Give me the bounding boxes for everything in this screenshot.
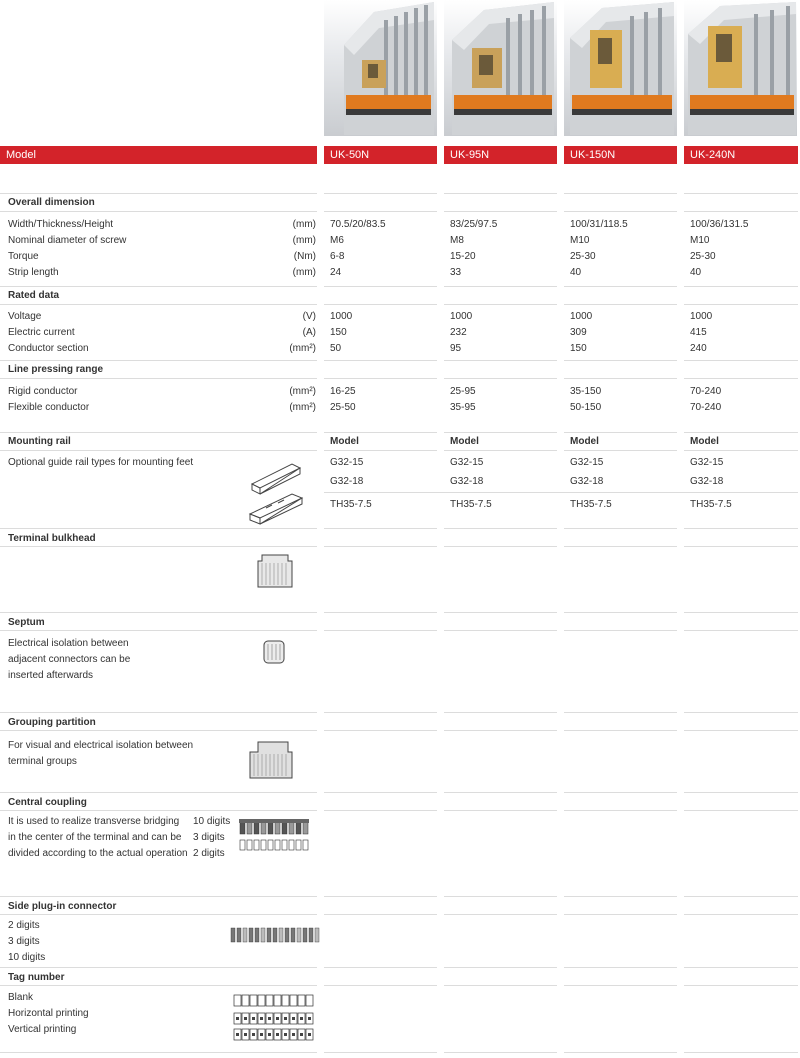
row-value: 1000 [330, 311, 353, 322]
divider [684, 193, 798, 194]
divider [684, 546, 798, 547]
grouping-partition-icon [248, 740, 294, 783]
divider [684, 612, 798, 613]
row-unit: (A) [302, 327, 316, 338]
divider [564, 730, 677, 731]
rail-value: TH35-7.5 [570, 499, 612, 510]
terminal-bulkhead-icon [256, 553, 294, 592]
divider [0, 193, 317, 194]
row-value: 309 [570, 327, 587, 338]
divider [324, 967, 437, 968]
divider [444, 432, 557, 433]
divider [684, 792, 798, 793]
row-value: 16-25 [330, 386, 356, 397]
divider [684, 1052, 798, 1053]
divider [324, 792, 437, 793]
divider [564, 914, 677, 915]
rail-value: TH35-7.5 [330, 499, 372, 510]
guide-rail-icon [248, 458, 304, 531]
tag-number-line: Blank [8, 992, 34, 1003]
divider [444, 528, 557, 529]
mounting-rail-model-header: Model [690, 436, 719, 447]
divider [564, 378, 677, 379]
rail-value: G32-18 [690, 476, 724, 487]
divider [684, 432, 798, 433]
product-image-uk-50n [324, 0, 437, 136]
divider [324, 630, 437, 631]
rail-value: TH35-7.5 [450, 499, 492, 510]
rail-value: G32-18 [330, 476, 364, 487]
product-image-uk-150n [564, 0, 677, 136]
row-value: 15-20 [450, 251, 476, 262]
divider [324, 546, 437, 547]
digits-label: 3 digits [193, 832, 225, 843]
grouping-partition-description [8, 738, 193, 770]
mounting-rail-description: Optional guide rail types for mounting feet [8, 457, 194, 468]
divider [444, 967, 557, 968]
divider [564, 193, 677, 194]
divider [684, 967, 798, 968]
rail-value: G32-18 [450, 476, 484, 487]
row-value: 1000 [690, 311, 713, 322]
row-value: 6-8 [330, 251, 345, 262]
divider [444, 810, 557, 811]
divider [564, 630, 677, 631]
divider [684, 914, 798, 915]
row-value: 232 [450, 327, 467, 338]
row-label: Flexible conductor [8, 402, 90, 413]
row-unit: (mm) [292, 219, 316, 230]
model-header-label: Model [0, 146, 317, 164]
divider [444, 450, 557, 451]
side-plugin-line: 10 digits [8, 952, 46, 963]
tag-number-icon [232, 993, 316, 1048]
rail-value: G32-15 [450, 457, 484, 468]
divider [444, 896, 557, 897]
row-value: 240 [690, 343, 707, 354]
side-plugin-line: 2 digits [8, 920, 40, 931]
divider [684, 304, 798, 305]
product-image-uk-240n [684, 0, 797, 136]
central-coupling-digits [193, 814, 230, 862]
row-value: 25-30 [570, 251, 596, 262]
mounting-rail-model-header: Model [330, 436, 359, 447]
divider [444, 211, 557, 212]
row-value: 25-30 [690, 251, 716, 262]
row-value: 150 [330, 327, 347, 338]
divider [444, 193, 557, 194]
row-unit: (mm²) [289, 386, 316, 397]
row-value: 70.5/20/83.5 [330, 219, 386, 230]
row-value: M10 [690, 235, 710, 246]
divider [0, 432, 317, 433]
row-label: Conductor section [8, 343, 89, 354]
row-unit: (V) [302, 311, 316, 322]
row-value: 95 [450, 343, 462, 354]
divider [444, 612, 557, 613]
tag-number-line: Vertical printing [8, 1024, 77, 1035]
divider [444, 792, 557, 793]
septum-line: inserted afterwards [8, 670, 94, 681]
row-value: M10 [570, 235, 590, 246]
row-value: 25-95 [450, 386, 476, 397]
divider [564, 432, 677, 433]
rail-value: G32-15 [330, 457, 364, 468]
section-title-rated-data: Rated data [8, 290, 60, 301]
divider [684, 286, 798, 287]
divider [684, 896, 798, 897]
divider [684, 450, 798, 451]
row-value: M6 [330, 235, 344, 246]
rail-value: G32-18 [570, 476, 604, 487]
central-coupling-line: in the center of the terminal and can be [8, 832, 182, 843]
row-unit: (mm²) [289, 402, 316, 413]
divider [324, 712, 437, 713]
row-value: 50 [330, 343, 342, 354]
divider [0, 286, 317, 287]
divider [684, 360, 798, 361]
model-header-uk-150n: UK-150N [564, 146, 677, 164]
grouping-partition-line: terminal groups [8, 756, 77, 767]
divider [564, 360, 677, 361]
row-label: Width/Thickness/Height [8, 219, 114, 230]
divider [324, 360, 437, 361]
central-coupling-icon [238, 818, 310, 857]
divider [444, 304, 557, 305]
section-title-side-plugin-connector: Side plug-in connector [8, 901, 117, 912]
divider [0, 360, 317, 361]
row-label: Voltage [8, 311, 42, 322]
divider [684, 528, 798, 529]
divider [684, 730, 798, 731]
divider [324, 612, 437, 613]
divider [564, 211, 677, 212]
divider [324, 450, 437, 451]
septum-line: adjacent connectors can be [8, 654, 131, 665]
divider [0, 378, 317, 379]
divider [564, 985, 677, 986]
divider [324, 211, 437, 212]
row-value: 25-50 [330, 402, 356, 413]
divider [0, 304, 317, 305]
row-value: 100/31/118.5 [570, 219, 628, 230]
divider [564, 286, 677, 287]
section-title-central-coupling: Central coupling [8, 797, 87, 808]
side-plugin-connector-icon [230, 926, 320, 949]
divider [0, 730, 317, 731]
row-unit: (Nm) [293, 251, 316, 262]
digits-label: 2 digits [193, 848, 225, 859]
central-coupling-line: It is used to realize transverse bridging [8, 816, 180, 827]
tag-number-line: Horizontal printing [8, 1008, 89, 1019]
septum-icon [262, 639, 286, 668]
row-value: 33 [450, 267, 462, 278]
section-title-tag-number: Tag number [8, 972, 65, 983]
divider [564, 1052, 677, 1053]
section-title-mounting-rail: Mounting rail [8, 436, 71, 447]
divider [324, 193, 437, 194]
septum-line: Electrical isolation between [8, 638, 129, 649]
product-image-uk-95n [444, 0, 557, 136]
divider [324, 914, 437, 915]
section-title-grouping-partition: Grouping partition [8, 717, 96, 728]
model-header-uk-95n: UK-95N [444, 146, 557, 164]
divider [564, 792, 677, 793]
divider [684, 810, 798, 811]
divider [324, 304, 437, 305]
row-unit: (mm) [292, 235, 316, 246]
divider [0, 211, 317, 212]
divider [564, 612, 677, 613]
divider [564, 810, 677, 811]
divider [684, 712, 798, 713]
tag-number-description [8, 990, 89, 1038]
divider [324, 896, 437, 897]
rail-value: G32-15 [690, 457, 724, 468]
model-header-uk-240n: UK-240N [684, 146, 798, 164]
divider [564, 450, 677, 451]
divider [564, 967, 677, 968]
divider [0, 896, 317, 897]
divider [0, 630, 317, 631]
section-title-terminal-bulkhead: Terminal bulkhead [8, 533, 96, 544]
divider [0, 450, 317, 451]
divider [324, 730, 437, 731]
divider [444, 730, 557, 731]
row-unit: (mm²) [289, 343, 316, 354]
divider [324, 985, 437, 986]
divider [444, 378, 557, 379]
divider [324, 432, 437, 433]
divider [444, 985, 557, 986]
divider [564, 546, 677, 547]
central-coupling-description [8, 814, 188, 862]
divider [564, 304, 677, 305]
section-title-overall-dimension: Overall dimension [8, 197, 95, 208]
section-title-line-pressing-range: Line pressing range [8, 364, 104, 375]
row-value: M8 [450, 235, 464, 246]
divider [444, 914, 557, 915]
divider [0, 985, 317, 986]
divider [324, 286, 437, 287]
row-label: Nominal diameter of screw [8, 235, 127, 246]
side-plugin-description [8, 918, 45, 966]
rail-value: G32-15 [570, 457, 604, 468]
divider [564, 528, 677, 529]
row-value: 35-150 [570, 386, 602, 397]
divider [444, 360, 557, 361]
row-value: 150 [570, 343, 587, 354]
divider [324, 528, 437, 529]
row-label: Electric current [8, 327, 75, 338]
divider [0, 967, 317, 968]
row-value: 100/36/131.5 [690, 219, 749, 230]
row-value: 24 [330, 267, 342, 278]
septum-description [8, 636, 130, 684]
rail-value: TH35-7.5 [690, 499, 732, 510]
row-value: 1000 [450, 311, 473, 322]
divider [684, 985, 798, 986]
side-plugin-line: 3 digits [8, 936, 40, 947]
divider [0, 612, 317, 613]
divider [684, 630, 798, 631]
central-coupling-line: divided according to the actual operation [8, 848, 188, 859]
divider [0, 1052, 317, 1053]
divider [444, 712, 557, 713]
divider [324, 1052, 437, 1053]
row-value: 83/25/97.5 [450, 219, 498, 230]
divider [444, 630, 557, 631]
divider [324, 810, 437, 811]
section-title-septum: Septum [8, 617, 45, 628]
divider [564, 896, 677, 897]
divider [0, 810, 317, 811]
divider [324, 492, 798, 493]
divider [0, 914, 317, 915]
divider [444, 546, 557, 547]
divider [0, 712, 317, 713]
row-label: Strip length [8, 267, 59, 278]
divider [324, 378, 437, 379]
row-value: 35-95 [450, 402, 476, 413]
divider [0, 546, 317, 547]
divider [444, 1052, 557, 1053]
divider [684, 211, 798, 212]
row-unit: (mm) [292, 267, 316, 278]
row-value: 70-240 [690, 402, 722, 413]
grouping-partition-line: For visual and electrical isolation between [8, 740, 194, 751]
row-value: 50-150 [570, 402, 602, 413]
row-value: 1000 [570, 311, 593, 322]
divider [0, 792, 317, 793]
mounting-rail-model-header: Model [450, 436, 479, 447]
divider [564, 712, 677, 713]
row-value: 70-240 [690, 386, 722, 397]
divider [444, 286, 557, 287]
model-header-uk-50n: UK-50N [324, 146, 437, 164]
divider [684, 378, 798, 379]
mounting-rail-model-header: Model [570, 436, 599, 447]
digits-label: 10 digits [193, 816, 231, 827]
row-label: Rigid conductor [8, 386, 78, 397]
row-label: Torque [8, 251, 39, 262]
row-value: 40 [570, 267, 582, 278]
row-value: 40 [690, 267, 702, 278]
row-value: 415 [690, 327, 707, 338]
